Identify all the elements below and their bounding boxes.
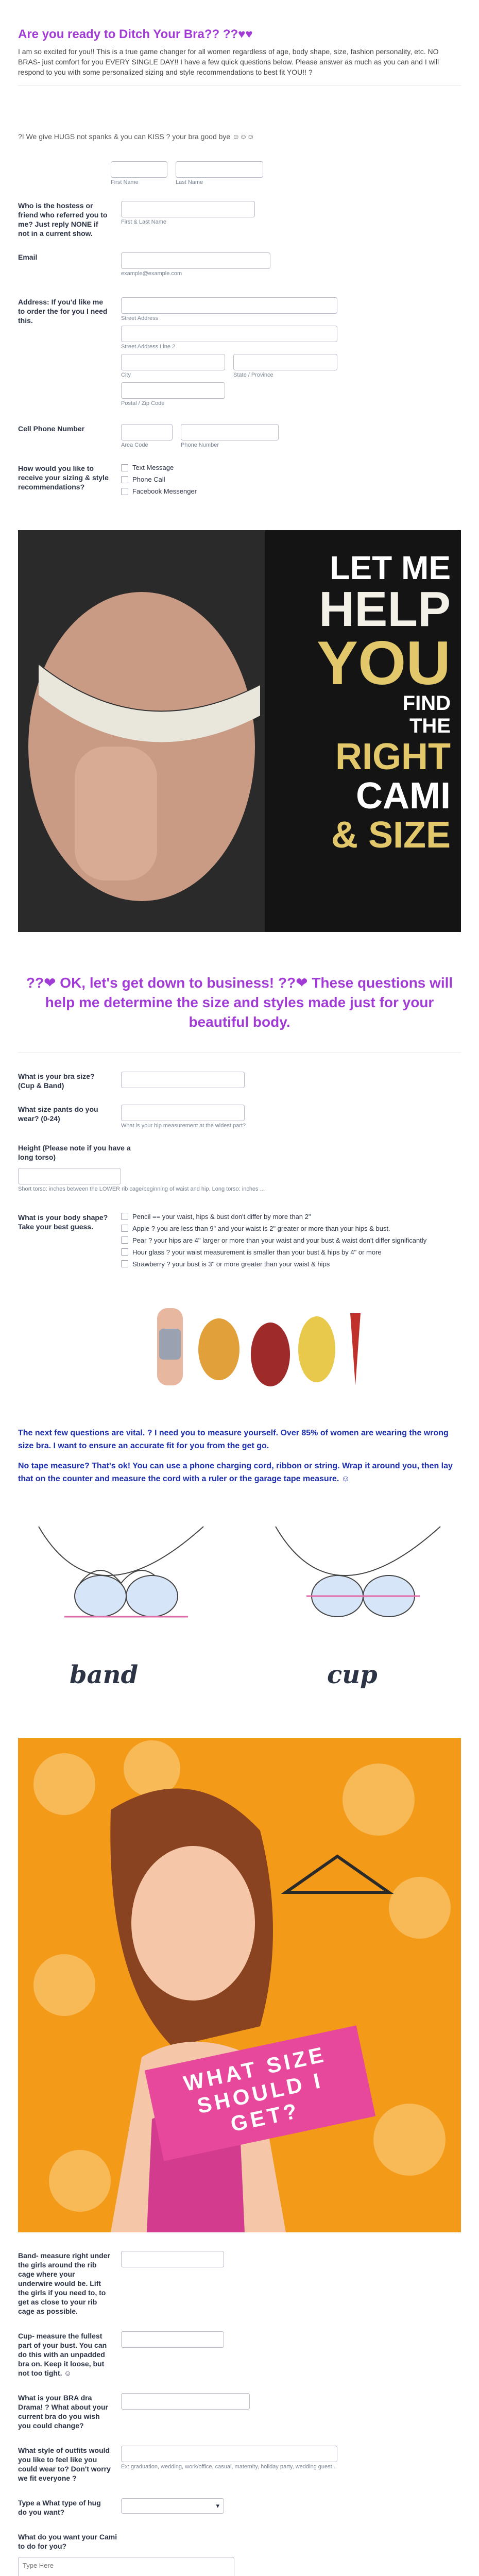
form-title: Are you ready to Ditch Your Bra?? ??♥♥ — [18, 27, 253, 41]
name-row — [18, 161, 461, 185]
contact-label: How would you like to receive your sizing & style recommendations? — [18, 464, 109, 491]
pants-input[interactable] — [121, 1105, 245, 1121]
height-field — [18, 1168, 461, 1192]
band-input[interactable] — [121, 2251, 224, 2267]
email-row — [18, 252, 461, 277]
city-sub: City — [121, 372, 131, 378]
band-label: band — [70, 1660, 139, 1689]
checkbox[interactable] — [121, 476, 128, 483]
bra-size-row — [18, 1072, 461, 1090]
state-sub: State / Province — [233, 372, 273, 378]
area-code-sub: Area Code — [121, 442, 148, 448]
band-row — [18, 2251, 461, 2316]
current-bra-input[interactable] — [121, 2393, 250, 2410]
checkbox[interactable] — [121, 464, 128, 471]
street2-input[interactable] — [121, 326, 337, 342]
checkbox[interactable] — [121, 1236, 128, 1244]
cup-input[interactable] — [121, 2331, 224, 2348]
checkbox[interactable] — [121, 1248, 128, 1256]
phone-number-input[interactable] — [181, 424, 279, 440]
email-sub: example@example.com — [121, 270, 182, 277]
checkbox[interactable] — [121, 1225, 128, 1232]
height-row — [18, 1143, 461, 1162]
banner-tape-image — [18, 530, 461, 932]
banner-size-image — [18, 1738, 461, 2232]
contact-option-text[interactable]: Text Message — [121, 464, 461, 471]
area-code-input[interactable] — [121, 424, 173, 440]
height-label: Height (Please note if you have a long torso) — [18, 1144, 131, 1161]
phone-label: Cell Phone Number — [18, 425, 85, 433]
outfits-input[interactable] — [121, 2446, 337, 2462]
hostess-input[interactable] — [121, 201, 255, 217]
pop-art-illustration — [18, 1738, 461, 2232]
banner-text: LET ME HELP YOU FIND THE RIGHT CAMI & SIZE — [316, 549, 451, 856]
form-intro: I am so excited for you!! This is a true game changer for all women regardless of age, body shape, size, fashion personality, etc. NO BRAS- just comfort for you EVERY SINGLE DAY!! I have a few quick questions below. Please answer as much as you can and I will respond to you with some personalized sizing and style recommendations to best fit YOU!! ? — [18, 47, 439, 76]
measure-paragraph-2: No tape measure? That's ok! You can use a phone charging cord, ribbon or string. Wrap it around you, then lay that on the counter and measure the cord with a ruler or the garage tape measure. ☺ — [18, 1462, 453, 1483]
shape-row — [18, 1213, 461, 1272]
cup-row — [18, 2331, 461, 2378]
form-header — [18, 0, 461, 77]
pants-sub: What is your hip measurement at the widest part? — [121, 1123, 246, 1129]
band-question-label: Band- measure right under the girls around the rib cage where your underwire would be. Lift the girls if you need to, to get as close to your rib cage as possible. — [18, 2251, 110, 2315]
measure-paragraph-1: The next few questions are vital. ? I need you to measure yourself. Over 85% of women are wearing the wrong size bra. I want to ensure an accurate fit for you from the get go. — [18, 1429, 449, 1450]
outfits-sub: Ex: graduation, wedding, work/office, casual, maternity, holiday party, wedding guest... — [121, 2464, 337, 2470]
address-label: Address: If you'd like me to order the for you I need this. — [18, 298, 108, 325]
body-shapes-image — [147, 1293, 363, 1396]
shape-option-hourglass[interactable]: Hour glass ? your waist measurement is smaller than your bust & hips by 4" or more — [121, 1248, 461, 1256]
hostess-row — [18, 201, 461, 238]
outfits-label: What style of outfits would you like to feel like you could wear to? Don't worry we fit everyone ? — [18, 2446, 111, 2482]
phone-number-sub: Phone Number — [181, 442, 219, 448]
height-input[interactable] — [18, 1168, 121, 1184]
hugs-note: ?I We give HUGS not spanks & you can KISS ? your bra good bye ☺☺☺ — [18, 132, 254, 141]
band-cup-diagram — [18, 1501, 461, 1707]
email-label: Email — [18, 253, 38, 261]
checkbox[interactable] — [121, 1213, 128, 1220]
cup-label: cup — [327, 1660, 378, 1689]
bra-diagram-illustration — [18, 1501, 461, 1655]
section2-heading: ??❤ OK, let's get down to business! ??❤ These questions will help me determine the size and styles made just for your beautiful body. — [26, 975, 453, 1030]
checkbox[interactable] — [121, 488, 128, 495]
street-input[interactable] — [121, 297, 337, 314]
current-bra-row — [18, 2393, 461, 2430]
bra-size-label: What is your bra size? (Cup & Band) — [18, 1072, 95, 1090]
contact-option-messenger[interactable]: Facebook Messenger — [121, 487, 461, 495]
street-sub: Street Address — [121, 315, 159, 321]
last-name-sub: Last Name — [176, 179, 203, 185]
measure-instructions — [18, 1427, 461, 1485]
chevron-down-icon: ▾ — [216, 2502, 219, 2510]
hug-row — [18, 2498, 461, 2517]
banner-size-text: WHAT SIZE SHOULD I GET? — [145, 2025, 375, 2161]
hostess-label: Who is the hostess or friend who referred you to me? Just reply NONE if not in a current show. — [18, 201, 108, 238]
last-name-input[interactable] — [176, 161, 263, 178]
shape-label: What is your body shape? Take your best guess. — [18, 1213, 108, 1231]
email-input[interactable] — [121, 252, 270, 269]
shape-option-apple[interactable]: Apple ? you are less than 9" and your waist is 2" greater or more than your hips & bust. — [121, 1225, 461, 1232]
first-name-sub: First Name — [111, 179, 139, 185]
phone-row — [18, 424, 461, 448]
cami-feel-textarea[interactable] — [18, 2557, 234, 2576]
hug-select[interactable] — [121, 2498, 224, 2514]
cup-question-label: Cup- measure the fullest part of your bust. You can do this with an unpadded bra on. Keep it loose, but not too tight. ☺ — [18, 2332, 107, 2377]
body-shapes-illustration — [147, 1293, 363, 1396]
state-input[interactable] — [233, 354, 337, 370]
pants-label: What size pants do you wear? (0-24) — [18, 1105, 98, 1123]
cami-feel-row — [18, 2532, 461, 2576]
contact-option-call[interactable]: Phone Call — [121, 476, 461, 483]
shape-option-strawberry[interactable]: Strawberry ? your bust is 3" or more greater than your waist & hips — [121, 1260, 461, 1268]
zip-input[interactable] — [121, 382, 225, 399]
street2-sub: Street Address Line 2 — [121, 344, 176, 350]
outfits-row — [18, 2446, 461, 2483]
shape-option-pear[interactable]: Pear ? your hips are 4" larger or more than your waist and your bust & waist don't differ significantly — [121, 1236, 461, 1244]
current-bra-label: What is your BRA dra Drama! ? What about your current bra do you wish you could change? — [18, 2394, 109, 2430]
hostess-sub: First & Last Name — [121, 219, 167, 225]
height-sub: Short torso: inches between the LOWER rib cage/beginning of waist and hip. Long torso: inches ... — [18, 1186, 265, 1192]
hug-label: Type a What type of hug do you want? — [18, 2499, 101, 2516]
city-input[interactable] — [121, 354, 225, 370]
name-fields — [18, 161, 461, 185]
address-row — [18, 297, 461, 406]
first-name-input[interactable] — [111, 161, 167, 178]
checkbox[interactable] — [121, 1260, 128, 1267]
pants-row — [18, 1105, 461, 1129]
shape-option-pencil[interactable]: Pencil == your waist, hips & bust don't differ by more than 2" — [121, 1213, 461, 1221]
bra-size-input[interactable] — [121, 1072, 245, 1088]
zip-sub: Postal / Zip Code — [121, 400, 165, 406]
contact-row — [18, 464, 461, 499]
cami-feel-label: What do you want your Cami to do for you? — [18, 2533, 117, 2550]
